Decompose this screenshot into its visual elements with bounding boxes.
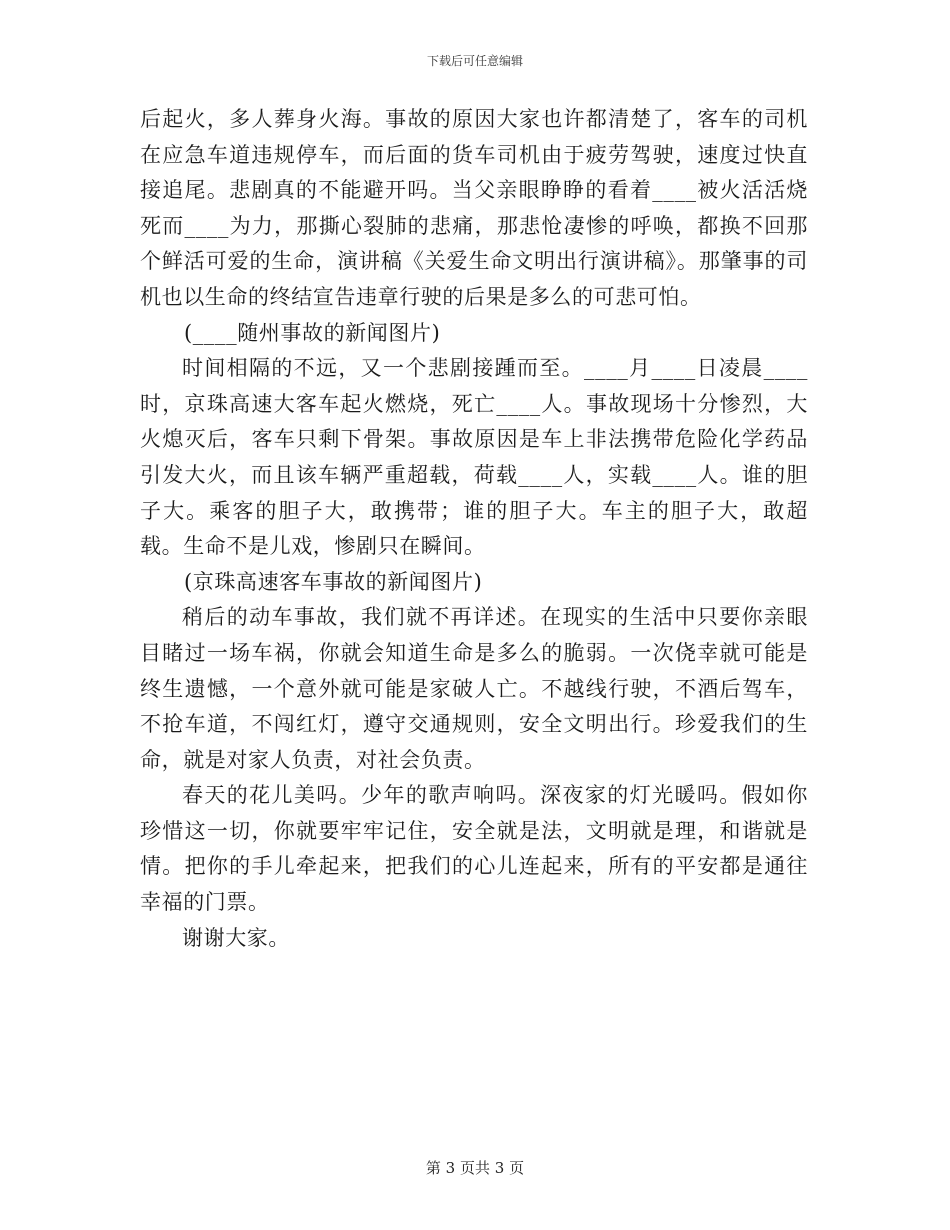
- caption-suizhou-photo: (____随州事故的新闻图片): [184, 320, 441, 345]
- page-footer: 第 3 页共 3 页: [425, 1159, 525, 1177]
- paragraph-thanks: 谢谢大家。: [182, 925, 290, 950]
- paragraph-jingzhu-accident: 时间相隔的不远，又一个悲剧接踵而至。____月____日凌晨____时，京珠高速大客车起火燃烧，死亡____人。事故现场十分惨烈，大火熄灭后，客车只剩下骨架。事故原因是车上非法携带危险化学药品引发大火，而且该车辆严重超载，荷载____人，实载____人。谁的胆子大。乘客的胆子大，敢携带；谁的胆子大。车主的胆子大，敢超载。生命不是儿戏，惨剧只在瞬间。: [140, 356, 808, 559]
- paragraph-high-speed-train: 稍后的动车事故，我们就不再详述。在现实的生活中只要你亲眼目睹过一场车祸，你就会知道生命是多么的脆弱。一次侥幸就可能是终生遗憾，一个意外就可能是家破人亡。不越线行驶，不酒后驾车，不抢车道，不闯红灯，遵守交通规则，安全文明出行。珍爱我们的生命，就是对家人负责，对社会负责。: [140, 605, 808, 772]
- paragraph-cherish-life: 春天的花儿美吗。少年的歌声响吗。深夜家的灯光暖吗。假如你珍惜这一切，你就要牢牢记住，安全就是法，文明就是理，和谐就是情。把你的手儿牵起来，把我们的心儿连起来，所有的平安都是通往幸福的门票。: [140, 783, 808, 915]
- document-body: [140, 102, 808, 956]
- paragraph-fire-accident: 后起火，多人葬身火海。事故的原因大家也许都清楚了，客车的司机在应急车道违规停车，而后面的货车司机由于疲劳驾驶，速度过快直接追尾。悲剧真的不能避开吗。当父亲眼睁睁的看着____被火活活烧死而____为力，那撕心裂肺的悲痛，那悲怆凄惨的呼唤，都换不回那个鲜活可爱的生命，演讲稿《关爱生命文明出行演讲稿》。那肇事的司机也以生命的终结宣告违章行驶的后果是多么的可悲可怕。: [140, 107, 808, 309]
- page-header: 下载后可任意编辑: [426, 54, 523, 68]
- caption-jingzhu-photo: (京珠高速客车事故的新闻图片): [184, 569, 483, 594]
